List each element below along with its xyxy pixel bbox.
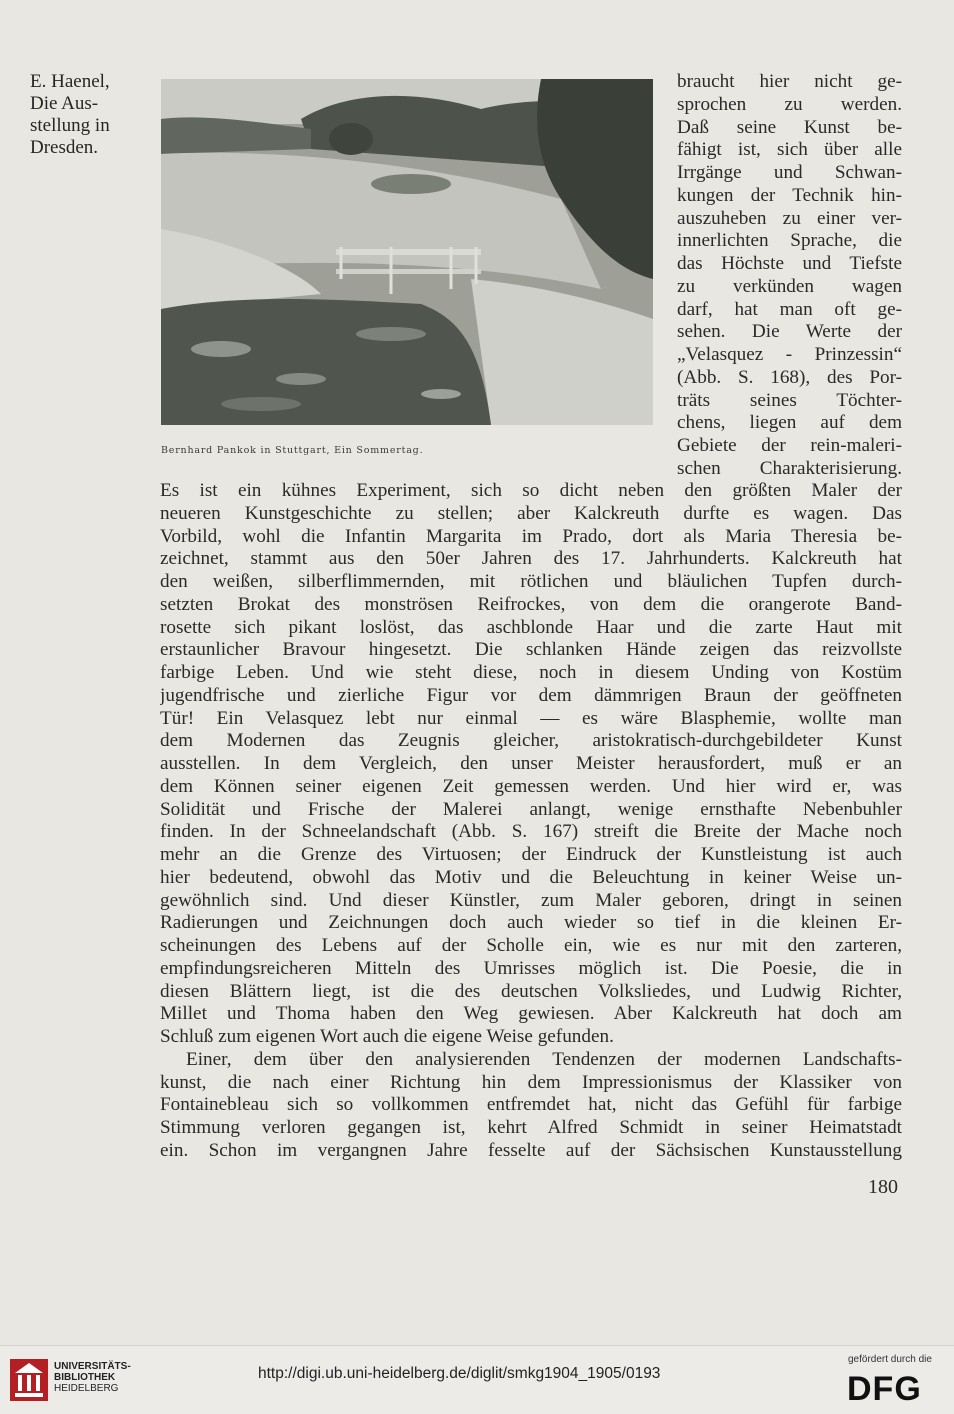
university-name[interactable]: UNIVERSITÄTS- BIBLIOTHEK HEIDELBERG bbox=[54, 1361, 131, 1394]
figure-caption: Bernhard Pankok in Stuttgart, Ein Sommertag. bbox=[161, 445, 424, 456]
text-line: Gebiete der rein-maleri- bbox=[677, 435, 902, 456]
margin-note-line: Dresden. bbox=[30, 137, 99, 158]
dfg-logo[interactable]: DFG bbox=[847, 1370, 922, 1408]
text-line: scheinungen des Lebens auf der Scholle ein, wie es nur mit den zarteren, bbox=[160, 935, 902, 956]
margin-note-line: stellung in bbox=[30, 115, 110, 136]
margin-note bbox=[30, 71, 145, 159]
landscape-painting-image bbox=[161, 79, 653, 425]
text-line: jugendfrische und zierliche Figur vor dem dämmrigen Braun der geöffneten bbox=[160, 684, 902, 706]
text-line: erstaunlicher Bravour hingesetzt. Die schlanken Hände zeigen das reizvollste bbox=[160, 639, 902, 661]
text-line: mehr an die Grenze des Virtuosen; der Eindruck der Kunstleistung ist auch bbox=[160, 844, 902, 865]
text-line: gewöhnlich sind. Und dieser Künstler, zum Maler geboren, dringt in seinen bbox=[160, 889, 902, 911]
margin-note-line: E. Haenel, bbox=[30, 71, 110, 92]
document-url[interactable]: http://digi.ub.uni-heidelberg.de/diglit/smkg1904_1905/0193 bbox=[258, 1365, 661, 1382]
text-line: setzten Brokat des monströsen Reifrockes, von dem die orangerote Band- bbox=[160, 593, 902, 615]
text-line: Es ist ein kühnes Experiment, sich so dicht neben den größten Maler der bbox=[160, 480, 902, 501]
column-text bbox=[677, 71, 902, 481]
text-line: sehen. Die Werte der bbox=[677, 321, 902, 343]
text-line: Tür! Ein Velasquez lebt nur einmal — es wäre Blasphemie, wollte man bbox=[160, 707, 902, 729]
text-line: Daß seine Kunst be- bbox=[677, 116, 902, 138]
text-line: braucht hier nicht ge- bbox=[677, 71, 902, 92]
text-line: ein. Schon im vergangnen Jahre fesselte auf der Sächsischen Kunstausstellung bbox=[160, 1139, 902, 1161]
text-line: dem Können seiner eigenen Zeit gemessen werden. Und hier wird er, was bbox=[160, 775, 902, 797]
text-line: den weißen, silberflimmernden, mit rötlichen und bläulichen Tupfen durch- bbox=[160, 571, 902, 592]
text-line: (Abb. S. 168), des Por- bbox=[677, 366, 902, 388]
text-line: chens, liegen auf dem bbox=[677, 412, 902, 434]
text-line: hier bedeutend, obwohl das Motiv und die Beleuchtung in keiner Weise un- bbox=[160, 866, 902, 888]
text-line: Radierungen und Zeichnungen doch auch wieder so tief in die kleinen Er- bbox=[160, 912, 902, 934]
text-line: Fontainebleau sich so vollkommen entfremdet hat, nicht das Gefühl für farbige bbox=[160, 1094, 902, 1116]
text-line: kungen der Technik hin- bbox=[677, 184, 902, 206]
text-line: farbige Leben. Und wie steht diese, noch in diesem Unding von Kostüm bbox=[160, 662, 902, 683]
text-line: Irrgänge und Schwan- bbox=[677, 162, 902, 183]
text-line: Millet und Thoma haben den Weg gewiesen. Aber Kalckreuth hat doch am bbox=[160, 1003, 902, 1025]
body-text bbox=[160, 480, 902, 1163]
text-line: träts seines Töchter- bbox=[677, 389, 902, 411]
text-line: das Höchste und Tiefste bbox=[677, 253, 902, 274]
text-line: kunst, die nach einer Richtung hin dem Impressionismus der Klassiker von bbox=[160, 1071, 902, 1093]
text-line: sprochen zu werden. bbox=[677, 93, 902, 115]
text-line: ausstellen. In dem Vergleich, den unser Meister herausfordert, muß er an bbox=[160, 753, 902, 774]
text-line: Stimmung verloren gegangen ist, kehrt Alfred Schmidt in seiner Heimatstadt bbox=[160, 1117, 902, 1138]
text-line: finden. In der Schneelandschaft (Abb. S. 167) streift die Breite der Mache noch bbox=[160, 821, 902, 843]
text-line: innerlichten Sprache, die bbox=[677, 230, 902, 252]
page-number: 180 bbox=[868, 1176, 898, 1198]
text-line: schen Charakterisierung. bbox=[677, 457, 902, 479]
text-line: fähigt ist, sich über alle bbox=[677, 139, 902, 161]
text-line: neueren Kunstgeschichte zu stellen; aber Kalckreuth durfte es wagen. Das bbox=[160, 502, 902, 524]
text-line: Vorbild, wohl die Infantin Margarita im Prado, dort als Maria Theresia be- bbox=[160, 525, 902, 547]
text-line: empfindungsreicheren Mitteln des Umrisses möglich ist. Die Poesie, die in bbox=[160, 957, 902, 979]
text-line: zu verkünden wagen bbox=[677, 275, 902, 297]
viewer-footer bbox=[0, 1345, 954, 1414]
text-line: Solidität und Frische der Malerei anlangt, wenige ernsthafte Nebenbuhler bbox=[160, 798, 902, 820]
university-logo-icon[interactable] bbox=[10, 1359, 48, 1401]
margin-note-line: Die Aus- bbox=[30, 93, 99, 114]
text-line: rosette sich pikant loslöst, das aschblonde Haar und die zarte Haut mit bbox=[160, 616, 902, 638]
funding-label: gefördert durch die bbox=[848, 1354, 932, 1365]
text-line: dem Modernen das Zeugnis gleicher, aristokratisch-durchgebildeter Kunst bbox=[160, 730, 902, 752]
text-line: „Velasquez - Prinzessin“ bbox=[677, 344, 902, 365]
text-line: darf, hat man oft ge- bbox=[677, 298, 902, 320]
text-line: diesen Blättern liegt, ist die des deutschen Volksliedes, und Ludwig Richter, bbox=[160, 980, 902, 1002]
text-line: Einer, dem über den analysierenden Tendenzen der modernen Landschafts- bbox=[186, 1048, 902, 1070]
painting-figure bbox=[161, 79, 653, 425]
text-line: Schluß zum eigenen Wort auch die eigene Weise gefunden. bbox=[160, 1026, 614, 1047]
text-line: zeichnet, stammt aus den 50er Jahren des 17. Jahrhunderts. Kalckreuth hat bbox=[160, 548, 902, 570]
text-line: auszuheben zu einer ver- bbox=[677, 207, 902, 229]
